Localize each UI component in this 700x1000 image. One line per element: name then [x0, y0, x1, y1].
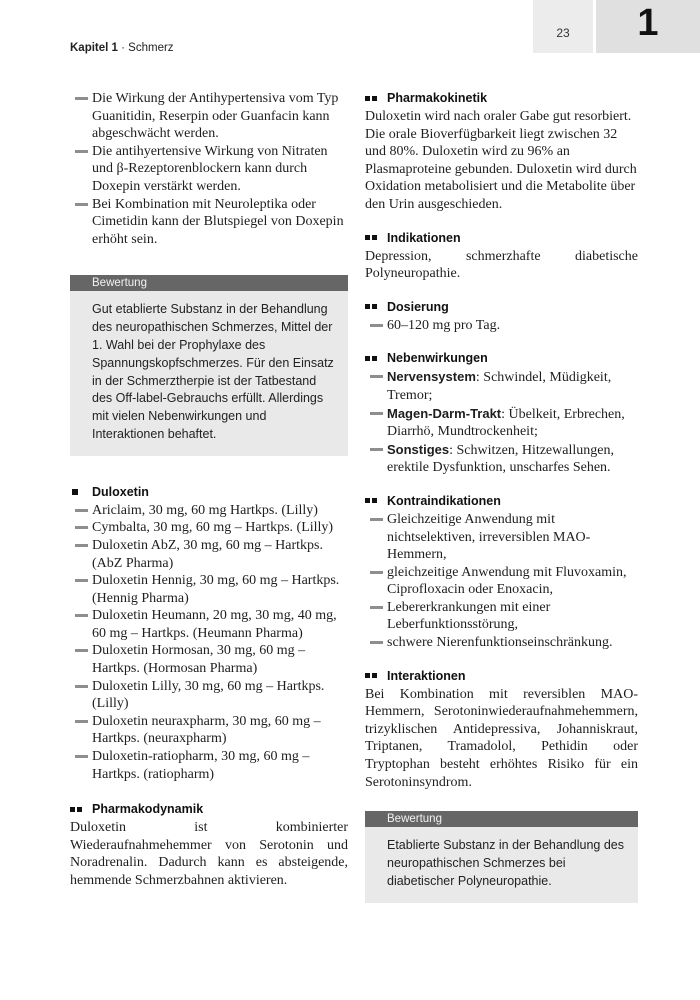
pharmakodynamik-text: Duloxetin ist kombinierter Wiederaufnahmehemmer von Serotonin und Noradrenalin. Dadurch kann es absteigende, hemmende Schmerzbahnen aktivieren.: [70, 820, 348, 888]
list-item: Die antihyertensive Wirkung von Nitraten und β-Rezeptorenblockern kann durch Doxepin verstärkt werden.: [70, 143, 348, 196]
list-item: Bei Kombination mit Neuroleptika oder Cimetidin kann der Blutspiegel von Doxepin erhöht sein.: [70, 196, 348, 249]
dosierung-list: [365, 317, 638, 335]
term-text: : Schwitzen, Hitzewallungen, erektile Dysfunktion, unscharfes Sehen.: [387, 442, 614, 476]
page-number: 23: [556, 26, 570, 40]
term-text: : Übelkeit, Erbrechen, Diarrhö, Mundtrockenheit;: [387, 406, 625, 440]
pharmakokinetik-text: Duloxetin wird nach oraler Gabe gut resorbiert. Die orale Bioverfügbarkeit liegt zwischen 32 und 80%. Duloxetin wird zu 96% an Plasmaproteine gebunden. Duloxetin wird durch Oxidation metabolisiert und die Metabolite über den Urin ausgeschieden.: [365, 109, 637, 212]
list-item: Duloxetin Lilly, 30 mg, 60 mg – Hartkps. (Lilly): [70, 678, 348, 713]
list-item: Duloxetin Hormosan, 30 mg, 60 mg – Hartkps. (Hormosan Pharma): [70, 642, 348, 677]
bewertung-text: Gut etablierte Substanz in der Behandlung des neuropathischen Schmerzes, Mittel der 1. Wahl bei der Prophylaxe des Spannungskopfschmerzes. Für den Einsatz in der Schmerztherpie ist der Tatbestand des Off-label-Gebrauchs erfüllt. Allerdings mit vielen Nebenwirkungen und Interaktionen behaftet.: [92, 302, 334, 441]
left-column: [70, 90, 348, 890]
duloxetin-product-list: [70, 502, 348, 784]
list-item: gleichzeitige Anwendung mit Fluvoxamin, Ciprofloxacin oder Enoxacin,: [365, 564, 638, 599]
double-square-icon: [365, 235, 377, 240]
bewertung-label: Bewertung: [365, 811, 638, 827]
double-square-icon: [365, 304, 377, 309]
double-square-icon: [70, 807, 82, 812]
list-item: Duloxetin Heumann, 20 mg, 30 mg, 40 mg, 60 mg – Hartkps. (Heumann Pharma): [70, 607, 348, 642]
double-square-icon: [365, 673, 377, 678]
section-heading-pharmakodynamik: [70, 801, 348, 817]
section-heading-indikationen: [365, 230, 638, 246]
term-label: Sonstiges: [387, 441, 450, 457]
double-square-icon: [365, 96, 377, 101]
indikationen-text: Depression, schmerzhafte diabetische Polyneuropathie.: [365, 248, 638, 282]
list-item: Ariclaim, 30 mg, 60 mg Hartkps. (Lilly): [70, 502, 348, 520]
list-item: Cymbalta, 30 mg, 60 mg – Hartkps. (Lilly): [70, 519, 348, 537]
list-item: 60–120 mg pro Tag.: [365, 317, 638, 335]
list-item: Duloxetin neuraxpharm, 30 mg, 60 mg – Hartkps. (neuraxpharm): [70, 713, 348, 748]
list-item: schwere Nierenfunktionseinschränkung.: [365, 634, 638, 652]
list-item: [365, 441, 638, 477]
bewertung-label: Bewertung: [70, 275, 348, 291]
section-heading-nebenwirkungen: [365, 350, 638, 366]
list-item: Duloxetin AbZ, 30 mg, 60 mg – Hartkps. (AbZ Pharma): [70, 537, 348, 572]
term-text: : Schwindel, Müdigkeit, Tremor;: [387, 370, 612, 403]
list-item: Duloxetin-ratiopharm, 30 mg, 60 mg – Hartkps. (ratiopharm): [70, 748, 348, 783]
heading-text: Dosierung: [387, 299, 449, 314]
section-heading-dosierung: [365, 299, 638, 315]
list-item: [365, 405, 638, 441]
kontraindikationen-list: [365, 511, 638, 652]
section-heading-interaktionen: [365, 668, 638, 684]
list-item: Gleichzeitige Anwendung mit nichtselektiven, irreversiblen MAO-Hemmern,: [365, 511, 638, 564]
right-column: [365, 90, 638, 903]
section-heading-kontraindikationen: [365, 493, 638, 509]
heading-text: Kontraindikationen: [387, 493, 501, 508]
heading-text: Duloxetin: [92, 484, 149, 499]
list-item: Duloxetin Hennig, 30 mg, 60 mg – Hartkps. (Hennig Pharma): [70, 572, 348, 607]
heading-text: Pharmakokinetik: [387, 91, 488, 105]
heading-text: Interaktionen: [387, 668, 466, 683]
list-item: [365, 368, 638, 404]
running-head: [70, 42, 174, 54]
list-item: Die Wirkung der Antihypertensiva vom Typ Guanitidin, Reserpin oder Guanfacin kann abgeschwächt werden.: [70, 90, 348, 143]
nebenwirkungen-list: [365, 368, 638, 477]
double-square-icon: [365, 356, 377, 361]
double-square-icon: [365, 498, 377, 503]
bewertung-text: Etablierte Substanz in der Behandlung des neuropathischen Schmerzes bei diabetischer Polyneuropathie.: [387, 838, 624, 888]
chapter-tab-number: 1: [637, 2, 659, 44]
doxepin-interaction-list: [70, 90, 348, 248]
bewertung-box-duloxetin: [365, 811, 638, 902]
chapter-title: Schmerz: [128, 42, 174, 54]
term-label: Nervensystem: [387, 369, 476, 385]
header-separator: ·: [117, 42, 129, 54]
bewertung-box-doxepin: [70, 275, 348, 455]
list-item: Lebererkrankungen mit einer Leberfunktionsstörung,: [365, 599, 638, 634]
interaktionen-text: Bei Kombination mit reversiblen MAO-Hemmern, Serotoninwiederaufnahmehemmern, trizyklischen Antidepressiva, Johanniskraut, Triptanen, Tramadolol, Pethidin oder Tryptophan besteht erhöhtes Risiko für ein Serotoninsyndrom.: [365, 686, 638, 790]
chapter-label: Kapitel 1: [70, 42, 118, 54]
bullet-square-icon: [72, 489, 78, 495]
heading-text: Pharmakodynamik: [92, 802, 204, 817]
section-heading-pharmakokinetik: [365, 90, 638, 106]
term-label: Magen-Darm-Trakt: [387, 405, 502, 421]
heading-text: Nebenwirkungen: [387, 351, 488, 366]
section-heading-duloxetin: [70, 484, 348, 500]
heading-text: Indikationen: [387, 230, 461, 245]
